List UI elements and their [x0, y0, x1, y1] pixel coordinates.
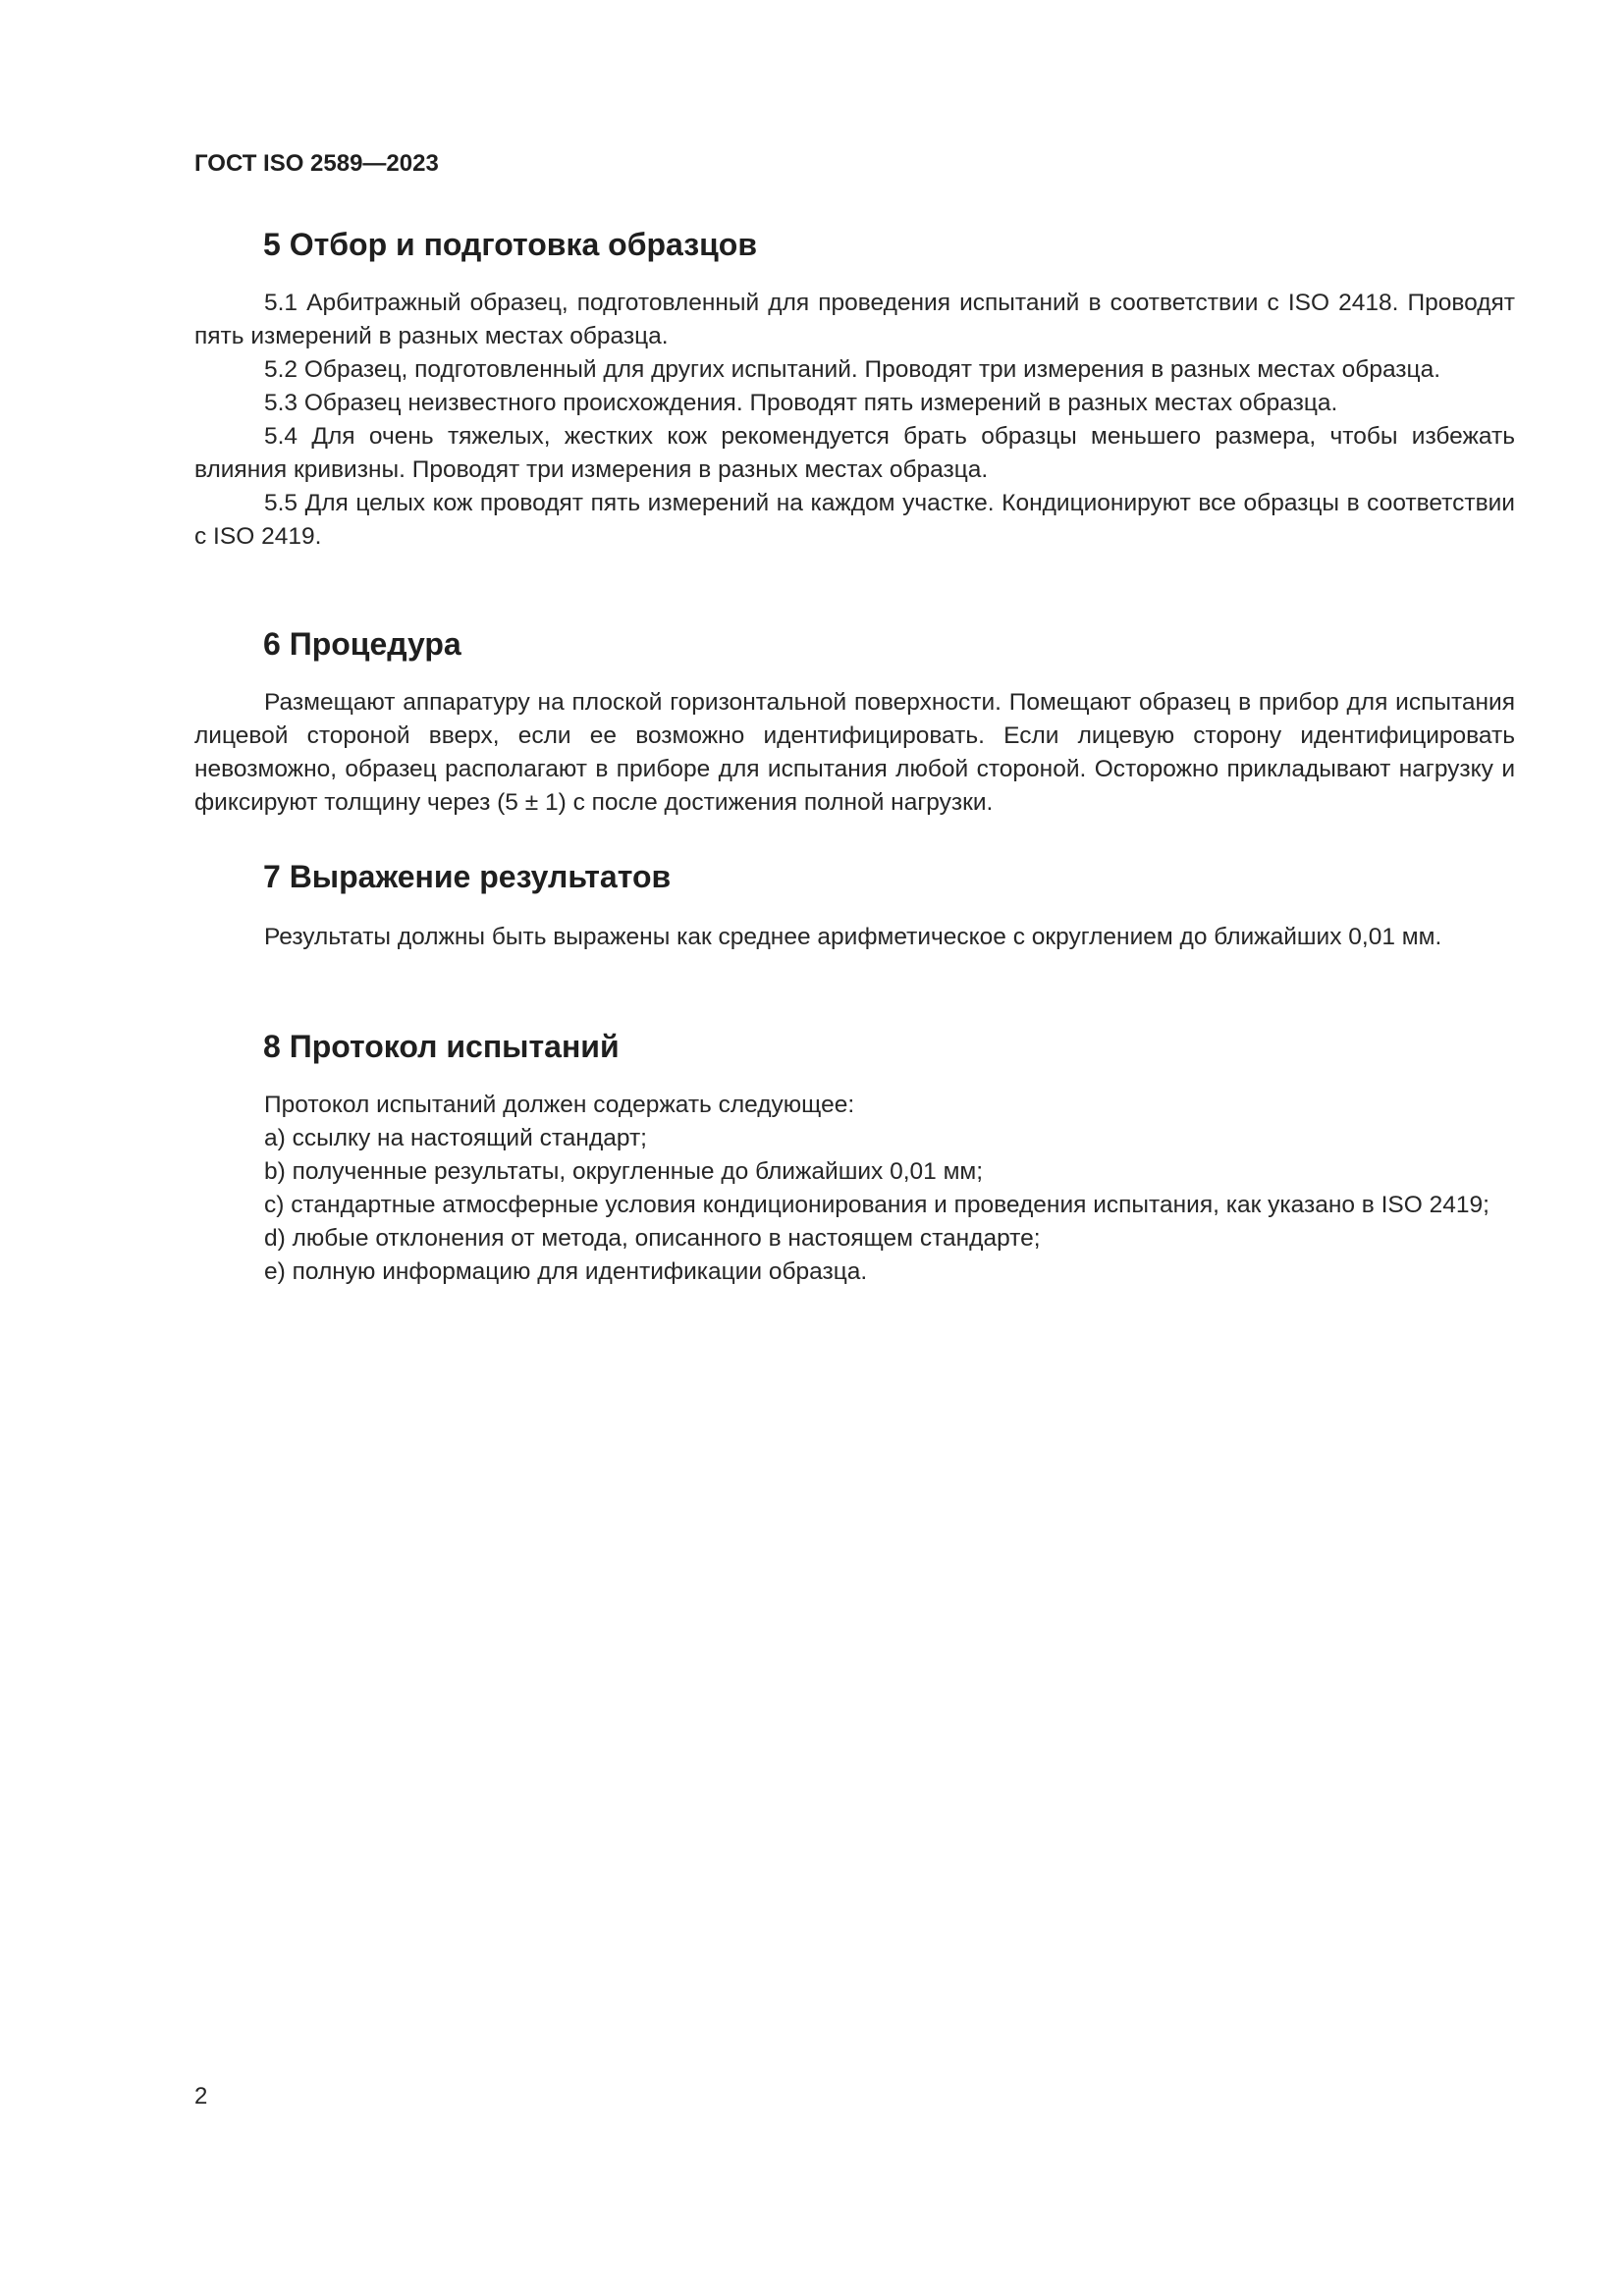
section-5-title: 5 Отбор и подготовка образцов	[263, 227, 757, 262]
page-number: 2	[194, 2083, 208, 2109]
clause-5-1: 5.1 Арбитражный образец, подготовленный для проведения испытаний в соответствии с ISO 2418. Проводят пять измерений в разных местах образца.	[194, 290, 1515, 349]
report-item-e: e) полную информацию для идентификации образца.	[264, 1258, 868, 1285]
report-item-a: a) ссылку на настоящий стандарт;	[264, 1125, 647, 1151]
section-7-title: 7 Выражение результатов	[263, 859, 672, 894]
results-paragraph: Результаты должны быть выражены как среднее арифметическое с округлением до ближайших 0,01 мм.	[264, 924, 1442, 950]
clause-5-2: 5.2 Образец, подготовленный для других испытаний. Проводят три измерения в разных местах образца.	[264, 356, 1440, 383]
section-8-title: 8 Протокол испытаний	[263, 1029, 620, 1064]
report-intro: Протокол испытаний должен содержать следующее:	[264, 1092, 855, 1118]
report-item-b: b) полученные результаты, округленные до ближайших 0,01 мм;	[264, 1158, 984, 1185]
report-item-d: d) любые отклонения от метода, описанного в настоящем стандарте;	[264, 1225, 1041, 1252]
clause-5-4: 5.4 Для очень тяжелых, жестких кож рекомендуется брать образцы меньшего размера, чтобы избежать влияния кривизны. Проводят три измерения в разных местах образца.	[194, 423, 1515, 483]
standard-id-header: ГОСТ ISO 2589—2023	[194, 150, 439, 177]
clause-5-3: 5.3 Образец неизвестного происхождения. Проводят пять измерений в разных местах образца.	[264, 390, 1338, 416]
procedure-paragraph: Размещают аппаратуру на плоской горизонтальной поверхности. Помещают образец в прибор для испытания лицевой стороной вверх, если ее возможно идентифицировать. Если лицевую сторону идентифицировать невозможно, образец располагают в приборе для испытания любой стороной. Осторожно прикладывают нагрузку и фиксируют толщину через (5 ± 1) с после достижения полной нагрузки.	[194, 689, 1515, 816]
section-7-body	[194, 921, 1515, 954]
report-item-c: c) стандартные атмосферные условия кондиционирования и проведения испытания, как указано в ISO 2419;	[264, 1192, 1489, 1218]
section-6-title: 6 Процедура	[263, 626, 461, 662]
clause-5-5: 5.5 Для целых кож проводят пять измерений на каждом участке. Кондиционируют все образцы в соответствии с ISO 2419.	[194, 490, 1515, 550]
section-8-body	[194, 1089, 1515, 1289]
section-6-body	[194, 686, 1515, 820]
section-5-body	[194, 287, 1515, 554]
